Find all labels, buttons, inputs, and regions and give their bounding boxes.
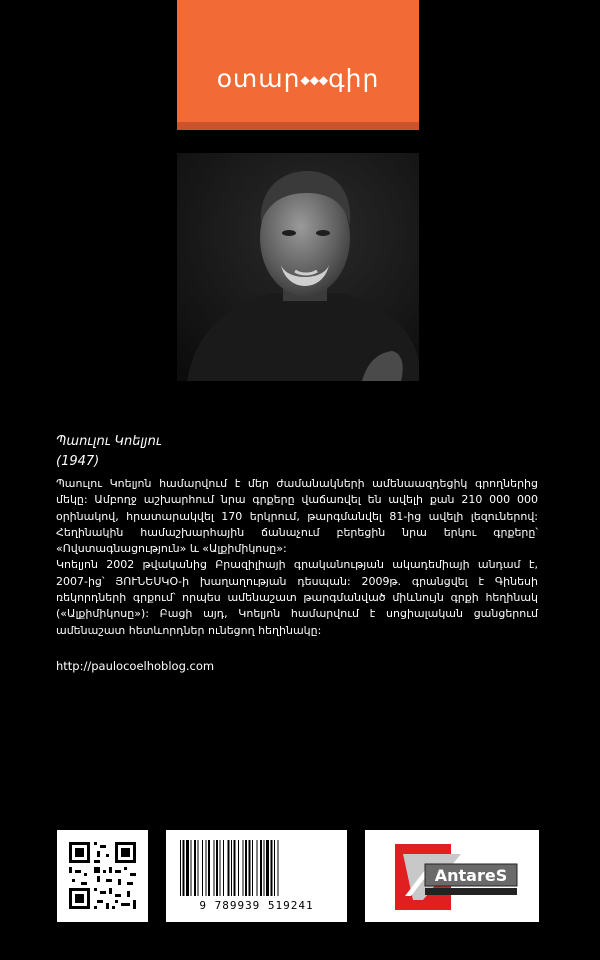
- bio-paragraph: Կոելյոն 2002 թվականից Բրազիլիայի գրականության ակադեմիայի անդամ է, 2007-ից՝ ՅՈՒՆԵՍԿՕ-ի խաղաղության դեսպան: 2009թ. գրանցվել է Գինեսի ռեկորդների գրքում՝ որպես ամենաշատ թարգմանված միևնույն գրքի հեղինակ («Ալքիմիկոսը»): Բացի այդ, Կոելյոն համարվում է սոցիալական ցանցերում ամենաշատ հետևորդներ ունեցող հեղինակը:: [56, 558, 538, 637]
- author-website: http://paulocoelhoblog.com: [56, 659, 215, 673]
- logo-diamonds: ◆◆◆: [300, 73, 329, 87]
- isbn-barcode: [166, 830, 347, 922]
- author-info: [56, 432, 162, 472]
- publisher-logo: [177, 64, 419, 93]
- publisher-banner: [177, 0, 419, 122]
- svg-text:AntareS: AntareS: [434, 866, 508, 885]
- qr-code: [57, 830, 148, 922]
- isbn-number: 9 789939 519241: [199, 899, 314, 912]
- logo-text-left: օտար: [216, 64, 301, 93]
- author-name: Պաուլու Կոելյու: [56, 434, 162, 449]
- banner-shadow: [177, 122, 419, 130]
- logo-text-right: գիր: [328, 64, 380, 93]
- author-years: (1947): [56, 454, 100, 469]
- author-photo: [177, 153, 419, 381]
- publisher-logo-antares: [365, 830, 539, 922]
- bio-paragraph: Պաուլու Կոելյոն համարվում է մեր ժամանակների ամենաազդեցիկ գրողներից մեկը: Ամբողջ աշխարհում նրա գրքերը վաճառվել են ավելի քան 210 000 000 օրինակով, հրատարակվել 170 երկրում, թարգմանվել 81-ից ավելի լեզուներով: Հեղինակին համաշխարհային ճանաչում բերեցին նրա երկու գրքերը՝ «Ովստագնացություն» և «Ալքիմիկոսը»:: [56, 477, 538, 556]
- author-bio: [56, 476, 538, 639]
